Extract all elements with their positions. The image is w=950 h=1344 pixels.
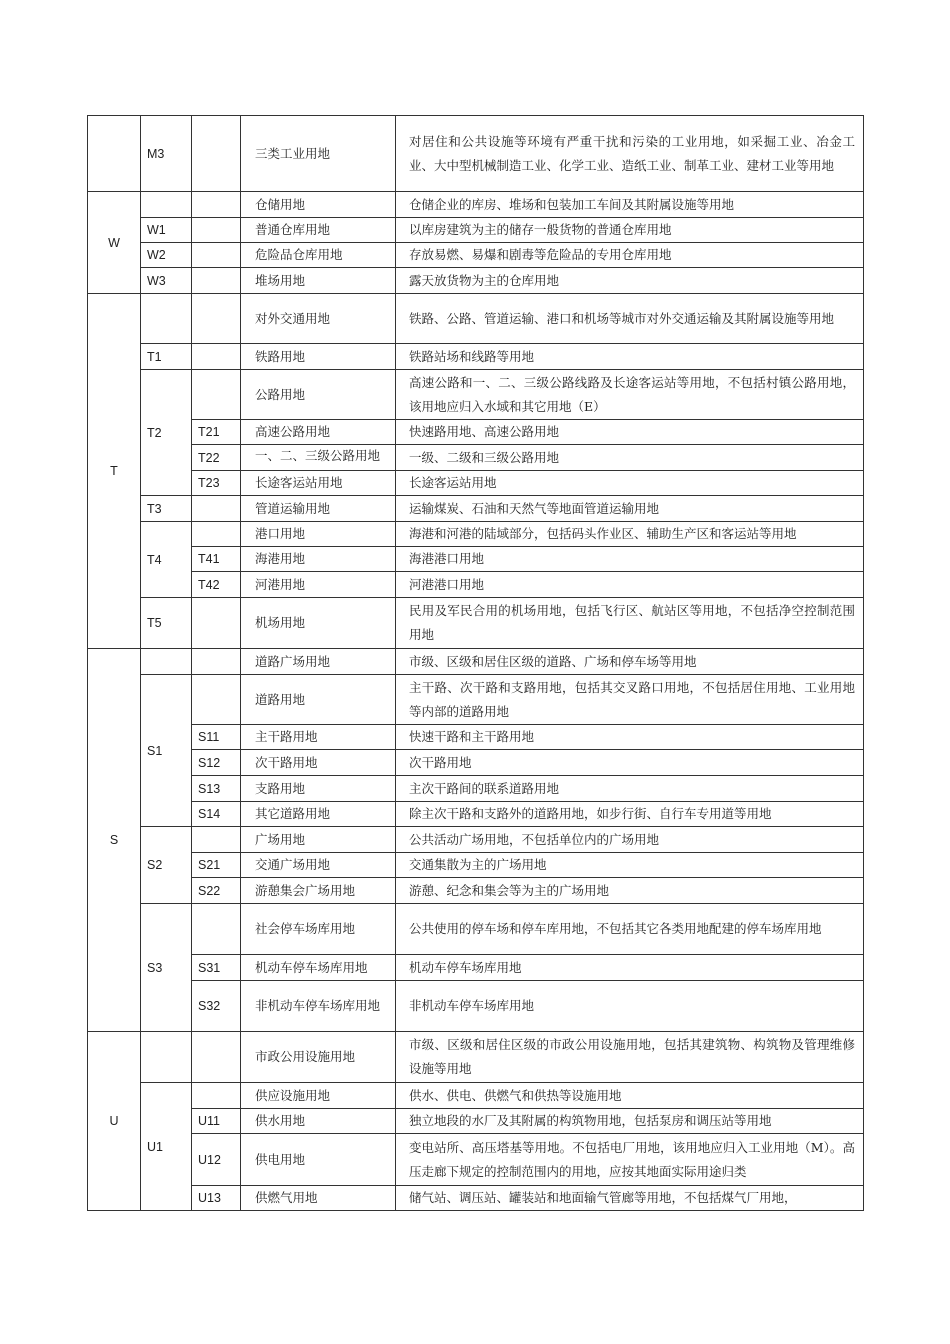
category-name: 非机动车停车场库用地 — [241, 981, 396, 1032]
table-row — [88, 445, 864, 471]
category-description: 变电站所、高压塔基等用地。不包括电厂用地，该用地应归入工业用地（M）。高压走廊下规定的控制范围内的用地，应按其地面实际用途归类 — [396, 1134, 864, 1186]
table-row — [88, 268, 864, 294]
category-description: 独立地段的水厂及其附属的构筑物用地，包括泵房和调压站等用地 — [396, 1109, 864, 1134]
category-description: 供水、供电、供燃气和供热等设施用地 — [396, 1083, 864, 1109]
category-description: 铁路、公路、管道运输、港口和机场等城市对外交通运输及其附属设施等用地 — [396, 294, 864, 344]
category-description: 次干路用地 — [396, 750, 864, 776]
category-name: 港口用地 — [241, 522, 396, 547]
category-name: 供应设施用地 — [241, 1083, 396, 1109]
category-name: 公路用地 — [241, 370, 396, 420]
category-name: 堆场用地 — [241, 268, 396, 294]
category-name: 供燃气用地 — [241, 1186, 396, 1211]
category-description: 存放易燃、易爆和剧毒等危险品的专用仓库用地 — [396, 243, 864, 268]
category-description: 海港和河港的陆域部分，包括码头作业区、辅助生产区和客运站等用地 — [396, 522, 864, 547]
category-description: 以库房建筑为主的储存一般货物的普通仓库用地 — [396, 218, 864, 243]
minor-class-code: S12 — [192, 750, 241, 776]
minor-class-code: S32 — [192, 981, 241, 1032]
category-description: 河港港口用地 — [396, 572, 864, 598]
land-use-classification-table-page — [87, 115, 863, 1211]
category-description: 市级、区级和居住区级的市政公用设施用地，包括其建筑物、构筑物及管理维修设施等用地 — [396, 1032, 864, 1083]
minor-class-code: U12 — [192, 1134, 241, 1186]
table-row — [88, 294, 864, 344]
table-row — [88, 675, 864, 725]
category-name: 广场用地 — [241, 827, 396, 853]
minor-class-code — [192, 192, 241, 218]
category-description: 仓储企业的库房、堆场和包装加工车间及其附属设施等用地 — [396, 192, 864, 218]
minor-class-code — [192, 1083, 241, 1109]
category-description: 主干路、次干路和支路用地，包括其交叉路口用地，不包括居住用地、工业用地等内部的道路用地 — [396, 675, 864, 725]
minor-class-code: S31 — [192, 955, 241, 981]
table-row — [88, 904, 864, 955]
minor-class-code: S11 — [192, 725, 241, 750]
table-row — [88, 420, 864, 445]
category-name: 交通广场用地 — [241, 853, 396, 878]
category-name: 长途客运站用地 — [241, 471, 396, 496]
table-row — [88, 802, 864, 827]
minor-class-code: T42 — [192, 572, 241, 598]
major-class-code: S — [88, 649, 141, 1032]
table-row — [88, 1134, 864, 1186]
table-row — [88, 547, 864, 572]
category-name: 其它道路用地 — [241, 802, 396, 827]
minor-class-code — [192, 675, 241, 725]
table-row — [88, 471, 864, 496]
table-row — [88, 192, 864, 218]
table-row — [88, 955, 864, 981]
category-name: 普通仓库用地 — [241, 218, 396, 243]
category-name: 危险品仓库用地 — [241, 243, 396, 268]
category-name: 供电用地 — [241, 1134, 396, 1186]
table-row — [88, 750, 864, 776]
category-name: 支路用地 — [241, 776, 396, 802]
category-description: 机动车停车场库用地 — [396, 955, 864, 981]
table-row — [88, 853, 864, 878]
category-description: 主次干路间的联系道路用地 — [396, 776, 864, 802]
category-name: 机场用地 — [241, 598, 396, 649]
category-name: 市政公用设施用地 — [241, 1032, 396, 1083]
category-name: 主干路用地 — [241, 725, 396, 750]
category-name: 仓储用地 — [241, 192, 396, 218]
table-row — [88, 116, 864, 192]
category-description: 海港港口用地 — [396, 547, 864, 572]
category-name: 对外交通用地 — [241, 294, 396, 344]
table-row — [88, 1032, 864, 1083]
category-name: 次干路用地 — [241, 750, 396, 776]
land-use-classification-table — [87, 115, 864, 1211]
table-row — [88, 649, 864, 675]
medium-class-code: W3 — [141, 268, 192, 294]
minor-class-code: T23 — [192, 471, 241, 496]
table-row — [88, 218, 864, 243]
minor-class-code: S14 — [192, 802, 241, 827]
table-row — [88, 1109, 864, 1134]
minor-class-code — [192, 370, 241, 420]
minor-class-code: S13 — [192, 776, 241, 802]
minor-class-code: T22 — [192, 445, 241, 471]
medium-class-code: U1 — [141, 1083, 192, 1211]
medium-class-code: T3 — [141, 496, 192, 522]
category-name-text: 一、二、三级公路用地 — [255, 448, 381, 463]
table-row — [88, 344, 864, 370]
category-name: 社会停车场库用地 — [241, 904, 396, 955]
medium-class-code — [141, 192, 192, 218]
category-description: 民用及军民合用的机场用地，包括飞行区、航站区等用地，不包括净空控制范围用地 — [396, 598, 864, 649]
category-description: 对居住和公共设施等环境有严重干扰和污染的工业用地，如采掘工业、冶金工业、大中型机械制造工业、化学工业、造纸工业、制革工业、建材工业等用地 — [396, 116, 864, 192]
category-description: 快速路用地、高速公路用地 — [396, 420, 864, 445]
medium-class-code — [141, 1032, 192, 1083]
minor-class-code — [192, 116, 241, 192]
minor-class-code — [192, 1032, 241, 1083]
minor-class-code: U13 — [192, 1186, 241, 1211]
medium-class-code — [141, 294, 192, 344]
medium-class-code: W1 — [141, 218, 192, 243]
category-name — [241, 445, 396, 471]
category-description: 储气站、调压站、罐装站和地面输气管廊等用地，不包括煤气厂用地， — [396, 1186, 864, 1211]
minor-class-code — [192, 827, 241, 853]
category-name: 供水用地 — [241, 1109, 396, 1134]
major-class-code: T — [88, 294, 141, 649]
category-name: 管道运输用地 — [241, 496, 396, 522]
category-name: 道路用地 — [241, 675, 396, 725]
medium-class-code — [141, 649, 192, 675]
minor-class-code — [192, 649, 241, 675]
category-name: 游憩集会广场用地 — [241, 878, 396, 904]
table-row — [88, 1083, 864, 1109]
minor-class-code — [192, 522, 241, 547]
minor-class-code — [192, 904, 241, 955]
minor-class-code — [192, 496, 241, 522]
medium-class-code: S2 — [141, 827, 192, 904]
minor-class-code: S21 — [192, 853, 241, 878]
minor-class-code — [192, 294, 241, 344]
medium-class-code: W2 — [141, 243, 192, 268]
category-description: 运输煤炭、石油和天然气等地面管道运输用地 — [396, 496, 864, 522]
major-class-code: U — [88, 1032, 141, 1211]
table-row — [88, 1186, 864, 1211]
table-row — [88, 522, 864, 547]
medium-class-code: T5 — [141, 598, 192, 649]
table-row — [88, 496, 864, 522]
minor-class-code — [192, 243, 241, 268]
category-description: 市级、区级和居住区级的道路、广场和停车场等用地 — [396, 649, 864, 675]
table-row — [88, 827, 864, 853]
category-description: 长途客运站用地 — [396, 471, 864, 496]
category-name: 河港用地 — [241, 572, 396, 598]
minor-class-code: U11 — [192, 1109, 241, 1134]
table-row — [88, 981, 864, 1032]
medium-class-code: M3 — [141, 116, 192, 192]
minor-class-code: S22 — [192, 878, 241, 904]
category-name: 高速公路用地 — [241, 420, 396, 445]
category-description: 一级、二级和三级公路用地 — [396, 445, 864, 471]
category-description: 非机动车停车场库用地 — [396, 981, 864, 1032]
minor-class-code — [192, 344, 241, 370]
category-description: 公共活动广场用地，不包括单位内的广场用地 — [396, 827, 864, 853]
category-description: 游憩、纪念和集会等为主的广场用地 — [396, 878, 864, 904]
minor-class-code: T21 — [192, 420, 241, 445]
medium-class-code: T1 — [141, 344, 192, 370]
category-description: 快速干路和主干路用地 — [396, 725, 864, 750]
category-name: 道路广场用地 — [241, 649, 396, 675]
minor-class-code — [192, 268, 241, 294]
minor-class-code — [192, 218, 241, 243]
minor-class-code — [192, 598, 241, 649]
category-name: 机动车停车场库用地 — [241, 955, 396, 981]
category-description: 除主次干路和支路外的道路用地，如步行街、自行车专用道等用地 — [396, 802, 864, 827]
category-name: 三类工业用地 — [241, 116, 396, 192]
table-row — [88, 598, 864, 649]
medium-class-code: S3 — [141, 904, 192, 1032]
table-row — [88, 243, 864, 268]
table-row — [88, 878, 864, 904]
category-description: 铁路站场和线路等用地 — [396, 344, 864, 370]
table-row — [88, 572, 864, 598]
category-description: 公共使用的停车场和停车库用地，不包括其它各类用地配建的停车场库用地 — [396, 904, 864, 955]
category-description: 高速公路和一、二、三级公路线路及长途客运站等用地，不包括村镇公路用地，该用地应归入水域和其它用地（E） — [396, 370, 864, 420]
major-class-code — [88, 116, 141, 192]
category-name: 海港用地 — [241, 547, 396, 572]
major-class-code: W — [88, 192, 141, 294]
medium-class-code: S1 — [141, 675, 192, 827]
table-row — [88, 725, 864, 750]
medium-class-code: T4 — [141, 522, 192, 598]
table-row — [88, 370, 864, 420]
category-description: 露天放货物为主的仓库用地 — [396, 268, 864, 294]
category-description: 交通集散为主的广场用地 — [396, 853, 864, 878]
category-name: 铁路用地 — [241, 344, 396, 370]
minor-class-code: T41 — [192, 547, 241, 572]
medium-class-code: T2 — [141, 370, 192, 496]
table-row — [88, 776, 864, 802]
